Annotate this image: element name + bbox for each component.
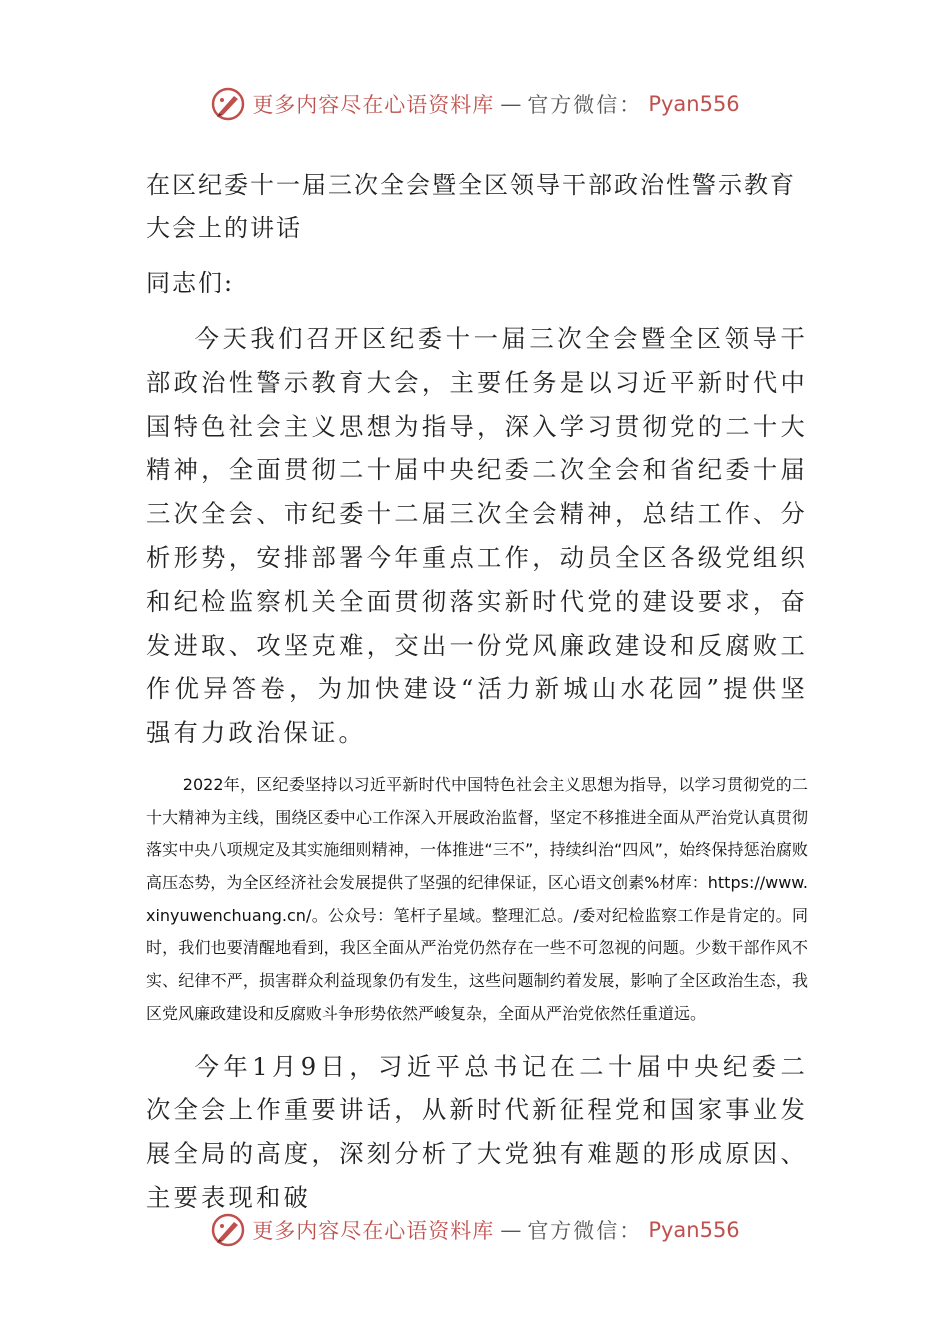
paragraph-review-2022: 2022年，区纪委坚持以习近平新时代中国特色社会主义思想为指导，以学习贯彻党的二十大精神为主线，围绕区委中心工作深入开展政治监督，坚定不移推进全面从严治党认真贯彻落实中央八项规定及其实施细则精神，一体推进“三不”，持续纠治“四风”，始终保持惩治腐败高压态势，为全区经济社会发展提供了坚强的纪律保证，区心语文创素%材库：https://www.xinyuwenchuang.cn/。公众号：笔杆子星域。整理汇总。/委对纪检监察工作是肯定的。同时，我们也要清醒地看到，我区全面从严治党仍然存在一些不可忽视的问题。少数干部作风不实、纪律不严，损害群众利益现象仍有发生，这些问题制约着发展，影响了全区政治生态，我区党风廉政建设和反腐败斗争形势依然严峻复杂，全面从严治党依然任重道远。 <box>146 774 808 1023</box>
footer-banner <box>0 1210 950 1250</box>
salutation: 同志们: <box>146 269 235 297</box>
pen-logo-icon <box>210 86 246 122</box>
paragraph-opening: 今天我们召开区纪委十一届三次全会暨全区领导干部政治性警示教育大会，主要任务是以习近平新时代中国特色社会主义思想为指导，深入学习贯彻党的二十大精神，全面贯彻二十届中央纪委二次全会和省纪委十届三次全会、市纪委十二届三次全会精神，总结工作、分析形势，安排部署今年重点工作，动员全区各级党组织和纪检监察机关全面贯彻落实新时代党的建设要求，奋发进取、攻坚克难，交出一份党风廉政建设和反腐败工作优异答卷，为加快建设“活力新城山水花园”提供坚强有力政治保证。 <box>146 324 808 748</box>
document-body <box>146 164 808 1220</box>
title-line-1: 在区纪委十一届三次全会暨全区领导干部政治性警示教育 <box>146 171 796 199</box>
paragraph-speech: 今年1月9日，习近平总书记在二十届中央纪委二次全会上作重要讲话，从新时代新征程党和国家事业发展全局的高度，深刻分析了大党独有难题的形成原因、主要表现和破 <box>146 1051 808 1212</box>
footer-banner-slogan: 更多内容尽在心语资料库 <box>252 1219 495 1243</box>
title-line-2: 大会上的讲话 <box>146 214 302 242</box>
banner-slogan: 更多内容尽在心语资料库 <box>252 93 495 117</box>
banner-dash: — <box>500 92 522 116</box>
footer-banner-wechat-label: 官方微信： <box>527 1219 643 1243</box>
header-banner <box>0 84 950 124</box>
footer-banner-inner <box>210 1212 739 1248</box>
footer-banner-wechat-id: Pyan556 <box>648 1218 740 1242</box>
banner-wechat-id: Pyan556 <box>648 92 740 116</box>
header-banner-inner <box>210 86 739 122</box>
document-title <box>146 164 808 250</box>
pen-logo-icon <box>210 1212 246 1248</box>
banner-wechat-label: 官方微信： <box>527 93 643 117</box>
footer-banner-dash: — <box>500 1218 522 1242</box>
